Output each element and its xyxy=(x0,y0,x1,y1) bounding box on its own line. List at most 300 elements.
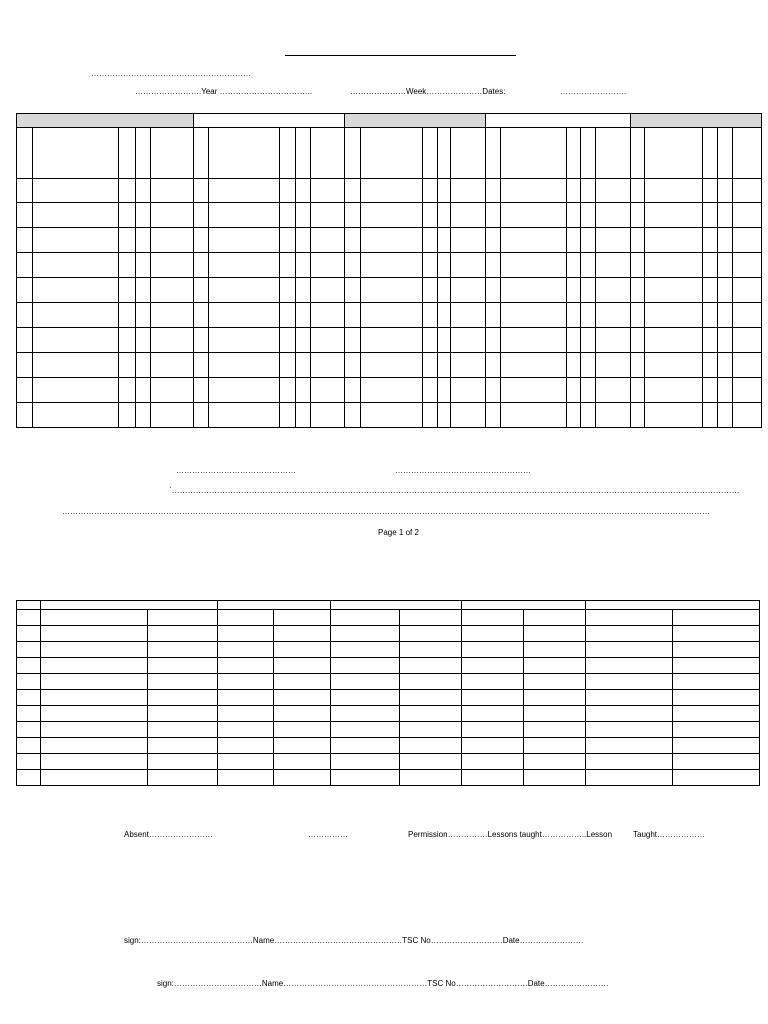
table-cell xyxy=(596,303,631,328)
table-cell xyxy=(17,754,41,770)
table-cell xyxy=(523,722,586,738)
table-row xyxy=(17,179,762,203)
table-cell xyxy=(673,754,760,770)
table-cell xyxy=(450,278,485,303)
table-cell xyxy=(567,253,581,278)
table-cell xyxy=(217,738,274,754)
page-number: Page 1 of 2 xyxy=(378,528,419,537)
table-cell xyxy=(345,179,361,203)
table-cell xyxy=(17,738,41,754)
table-cell xyxy=(631,353,645,378)
table-cell xyxy=(500,353,566,378)
table-cell xyxy=(586,658,673,674)
table-row xyxy=(17,328,762,353)
table-cell xyxy=(279,303,295,328)
table-cell xyxy=(437,378,450,403)
table-cell xyxy=(119,203,136,228)
table-cell xyxy=(732,228,761,253)
table-cell xyxy=(208,303,279,328)
table-row xyxy=(17,754,760,770)
table-cell xyxy=(596,353,631,378)
table-cell xyxy=(311,328,345,353)
table-cell xyxy=(437,328,450,353)
table-cell xyxy=(631,179,645,203)
table-cell xyxy=(208,253,279,278)
table-cell xyxy=(17,690,41,706)
table-cell xyxy=(41,722,148,738)
table-cell xyxy=(523,658,586,674)
table-cell xyxy=(645,328,702,353)
table-cell xyxy=(567,328,581,353)
table-cell xyxy=(208,403,279,428)
table-cell xyxy=(208,378,279,403)
table-cell xyxy=(274,754,331,770)
table-cell xyxy=(279,378,295,403)
table-cell xyxy=(311,278,345,303)
remarks-line-2: ……………………………………………………………………………………………………………………………………………………………………………………………………………………… xyxy=(62,507,710,516)
table-cell xyxy=(631,228,645,253)
table-cell xyxy=(500,378,566,403)
table-cell xyxy=(581,403,596,428)
table-cell xyxy=(148,626,218,642)
table-header-row xyxy=(17,114,762,128)
column-header-row xyxy=(17,128,762,179)
table-cell xyxy=(148,610,218,626)
table-cell xyxy=(151,253,193,278)
table-cell xyxy=(217,722,274,738)
table-cell xyxy=(17,722,41,738)
table-cell xyxy=(279,278,295,303)
table-cell xyxy=(450,403,485,428)
table-cell xyxy=(717,179,732,203)
table-cell xyxy=(33,278,119,303)
table-cell xyxy=(193,253,208,278)
table-cell xyxy=(311,253,345,278)
table-cell xyxy=(702,328,717,353)
table-cell xyxy=(119,353,136,378)
table-cell xyxy=(136,203,151,228)
summary-header-row xyxy=(17,601,760,610)
table-cell xyxy=(330,722,399,738)
signature-line-b: …………………………………………… xyxy=(395,466,531,475)
table-cell xyxy=(702,403,717,428)
table-cell xyxy=(208,353,279,378)
table-cell xyxy=(596,278,631,303)
table-cell xyxy=(148,738,218,754)
table-cell xyxy=(437,253,450,278)
table-cell xyxy=(399,658,462,674)
table-cell xyxy=(523,626,586,642)
table-cell xyxy=(399,610,462,626)
table-cell xyxy=(586,706,673,722)
table-cell xyxy=(136,378,151,403)
table-cell xyxy=(33,403,119,428)
table-cell xyxy=(500,179,566,203)
table-cell xyxy=(596,179,631,203)
table-cell xyxy=(399,626,462,642)
table-cell xyxy=(136,403,151,428)
table-cell xyxy=(361,253,423,278)
table-cell xyxy=(645,228,702,253)
day-header-cell xyxy=(193,114,345,128)
dates-value-line: ……………………. xyxy=(560,87,627,96)
table-cell xyxy=(462,770,524,786)
table-cell xyxy=(581,303,596,328)
table-cell xyxy=(423,328,437,353)
table-cell xyxy=(485,278,500,303)
table-cell xyxy=(279,203,295,228)
table-cell xyxy=(274,674,331,690)
table-cell xyxy=(361,378,423,403)
table-cell xyxy=(423,203,437,228)
table-cell xyxy=(17,770,41,786)
table-cell xyxy=(148,754,218,770)
table-cell xyxy=(645,403,702,428)
table-cell xyxy=(462,722,524,738)
table-cell xyxy=(631,328,645,353)
table-cell xyxy=(673,706,760,722)
table-cell xyxy=(33,378,119,403)
table-cell xyxy=(596,203,631,228)
table-cell xyxy=(567,228,581,253)
table-cell xyxy=(523,610,586,626)
table-cell xyxy=(119,228,136,253)
table-cell xyxy=(274,658,331,674)
table-cell xyxy=(596,378,631,403)
table-cell xyxy=(41,674,148,690)
table-cell xyxy=(450,303,485,328)
table-cell xyxy=(295,353,310,378)
table-cell xyxy=(732,303,761,328)
table-row xyxy=(17,253,762,278)
signature-row-2: sign:……………………………Name………………………………………………TSC No………………………Date…………………… xyxy=(157,979,609,988)
table-cell xyxy=(567,179,581,203)
table-cell xyxy=(631,378,645,403)
table-cell xyxy=(136,253,151,278)
table-cell xyxy=(119,179,136,203)
table-cell xyxy=(41,738,148,754)
table-row xyxy=(17,228,762,253)
table-cell xyxy=(462,690,524,706)
table-cell xyxy=(295,179,310,203)
table-cell xyxy=(330,674,399,690)
table-cell xyxy=(567,353,581,378)
table-cell xyxy=(450,328,485,353)
table-cell xyxy=(631,303,645,328)
table-row xyxy=(17,403,762,428)
table-cell xyxy=(17,303,33,328)
table-cell xyxy=(423,228,437,253)
table-cell xyxy=(217,658,274,674)
table-row xyxy=(17,658,760,674)
table-cell xyxy=(732,353,761,378)
table-cell xyxy=(673,610,760,626)
table-cell xyxy=(523,674,586,690)
table-cell xyxy=(462,610,524,626)
table-cell xyxy=(581,253,596,278)
table-cell xyxy=(41,626,148,642)
weekly-register-table xyxy=(16,113,762,428)
table-cell xyxy=(462,658,524,674)
table-cell xyxy=(151,203,193,228)
table-cell xyxy=(581,328,596,353)
table-cell xyxy=(361,278,423,303)
table-cell xyxy=(567,378,581,403)
table-cell xyxy=(361,353,423,378)
table-cell xyxy=(485,253,500,278)
table-cell xyxy=(274,690,331,706)
table-row xyxy=(17,642,760,658)
table-cell xyxy=(581,179,596,203)
table-cell xyxy=(581,353,596,378)
table-cell xyxy=(462,754,524,770)
table-cell xyxy=(295,253,310,278)
table-cell xyxy=(311,228,345,253)
table-cell xyxy=(330,770,399,786)
table-cell xyxy=(361,179,423,203)
table-cell xyxy=(437,228,450,253)
table-cell xyxy=(399,722,462,738)
table-cell xyxy=(208,278,279,303)
table-row xyxy=(17,610,760,626)
table-cell xyxy=(437,403,450,428)
table-cell xyxy=(217,610,274,626)
table-cell xyxy=(295,278,310,303)
table-cell xyxy=(673,722,760,738)
table-cell xyxy=(485,303,500,328)
table-cell xyxy=(437,278,450,303)
table-cell xyxy=(361,403,423,428)
table-cell xyxy=(33,179,119,203)
table-cell xyxy=(702,378,717,403)
table-cell xyxy=(450,179,485,203)
table-cell xyxy=(732,328,761,353)
table-cell xyxy=(274,626,331,642)
table-cell xyxy=(596,253,631,278)
table-cell xyxy=(17,674,41,690)
table-cell xyxy=(136,303,151,328)
table-cell xyxy=(717,403,732,428)
table-cell xyxy=(523,754,586,770)
table-cell xyxy=(437,203,450,228)
table-cell xyxy=(702,303,717,328)
table-cell xyxy=(399,754,462,770)
table-cell xyxy=(217,690,274,706)
table-cell xyxy=(295,403,310,428)
table-cell xyxy=(151,378,193,403)
table-cell xyxy=(17,626,41,642)
table-cell xyxy=(279,179,295,203)
table-cell xyxy=(330,738,399,754)
table-cell xyxy=(345,253,361,278)
table-cell xyxy=(295,228,310,253)
table-cell xyxy=(136,328,151,353)
table-cell xyxy=(399,738,462,754)
table-cell xyxy=(193,403,208,428)
table-cell xyxy=(151,179,193,203)
table-cell xyxy=(631,203,645,228)
table-cell xyxy=(717,378,732,403)
table-cell xyxy=(345,328,361,353)
table-cell xyxy=(17,378,33,403)
table-cell xyxy=(136,278,151,303)
table-cell xyxy=(279,403,295,428)
table-row xyxy=(17,770,760,786)
table-cell xyxy=(702,228,717,253)
table-cell xyxy=(148,642,218,658)
table-cell xyxy=(437,179,450,203)
table-cell xyxy=(119,328,136,353)
permission-lessons-field: Permission……………Lessons taught……………..Lesson xyxy=(408,830,613,839)
table-row xyxy=(17,722,760,738)
signature-row-1: sign:……………………………………Name…………………………………………TSC No………………………Date…………………… xyxy=(124,936,584,945)
table-cell xyxy=(217,754,274,770)
table-cell xyxy=(732,378,761,403)
taught-field: Taught……………… xyxy=(633,830,706,839)
table-cell xyxy=(732,203,761,228)
table-cell xyxy=(148,674,218,690)
table-cell xyxy=(208,179,279,203)
table-cell xyxy=(631,403,645,428)
table-cell xyxy=(193,203,208,228)
table-cell xyxy=(462,674,524,690)
table-cell xyxy=(17,706,41,722)
table-cell xyxy=(437,303,450,328)
table-cell xyxy=(485,203,500,228)
table-cell xyxy=(41,642,148,658)
table-cell xyxy=(485,353,500,378)
table-cell xyxy=(217,706,274,722)
table-cell xyxy=(311,403,345,428)
table-cell xyxy=(208,228,279,253)
table-cell xyxy=(631,253,645,278)
table-cell xyxy=(423,303,437,328)
table-cell xyxy=(41,690,148,706)
table-cell xyxy=(437,353,450,378)
table-cell xyxy=(17,328,33,353)
table-cell xyxy=(450,378,485,403)
table-cell xyxy=(330,610,399,626)
table-cell xyxy=(274,642,331,658)
table-cell xyxy=(136,353,151,378)
table-cell xyxy=(399,770,462,786)
table-cell xyxy=(645,378,702,403)
table-cell xyxy=(279,353,295,378)
table-cell xyxy=(151,303,193,328)
table-cell xyxy=(500,328,566,353)
table-cell xyxy=(586,770,673,786)
table-cell xyxy=(17,403,33,428)
table-cell xyxy=(450,228,485,253)
table-cell xyxy=(274,610,331,626)
table-cell xyxy=(279,253,295,278)
table-cell xyxy=(645,253,702,278)
table-cell xyxy=(462,706,524,722)
table-cell xyxy=(450,353,485,378)
table-cell xyxy=(500,203,566,228)
table-cell xyxy=(33,253,119,278)
table-cell xyxy=(330,706,399,722)
table-cell xyxy=(17,610,41,626)
table-cell xyxy=(673,770,760,786)
week-dates-line: …………………Week…………………Dates: xyxy=(350,87,506,96)
table-cell xyxy=(717,328,732,353)
table-cell xyxy=(673,642,760,658)
table-cell xyxy=(330,658,399,674)
table-cell xyxy=(151,278,193,303)
table-cell xyxy=(311,378,345,403)
table-cell xyxy=(717,228,732,253)
table-cell xyxy=(645,179,702,203)
signature-line-a: ……………………………………… xyxy=(176,466,296,475)
table-cell xyxy=(399,690,462,706)
table-cell xyxy=(523,738,586,754)
table-row xyxy=(17,626,760,642)
day-header-cell xyxy=(485,114,631,128)
table-cell xyxy=(596,328,631,353)
table-cell xyxy=(119,278,136,303)
table-cell xyxy=(330,642,399,658)
table-cell xyxy=(136,179,151,203)
table-cell xyxy=(567,278,581,303)
table-cell xyxy=(217,642,274,658)
table-cell xyxy=(732,179,761,203)
table-cell xyxy=(423,378,437,403)
table-cell xyxy=(17,203,33,228)
table-cell xyxy=(500,403,566,428)
table-cell xyxy=(462,642,524,658)
table-cell xyxy=(500,253,566,278)
table-cell xyxy=(586,738,673,754)
table-cell xyxy=(330,626,399,642)
table-cell xyxy=(673,690,760,706)
table-cell xyxy=(717,278,732,303)
table-cell xyxy=(423,179,437,203)
table-cell xyxy=(311,179,345,203)
blank-field: …………… xyxy=(308,830,348,839)
table-cell xyxy=(673,626,760,642)
table-cell xyxy=(41,770,148,786)
table-row xyxy=(17,738,760,754)
table-cell xyxy=(423,353,437,378)
table-cell xyxy=(345,278,361,303)
table-cell xyxy=(119,403,136,428)
table-cell xyxy=(274,722,331,738)
table-cell xyxy=(33,353,119,378)
table-cell xyxy=(193,378,208,403)
table-cell xyxy=(217,626,274,642)
table-cell xyxy=(148,722,218,738)
table-cell xyxy=(119,303,136,328)
table-cell xyxy=(193,353,208,378)
table-cell xyxy=(586,722,673,738)
table-cell xyxy=(148,770,218,786)
table-cell xyxy=(586,754,673,770)
table-cell xyxy=(717,353,732,378)
table-cell xyxy=(274,770,331,786)
table-cell xyxy=(500,278,566,303)
table-cell xyxy=(645,278,702,303)
table-cell xyxy=(631,278,645,303)
table-cell xyxy=(193,303,208,328)
table-cell xyxy=(41,610,148,626)
table-cell xyxy=(148,658,218,674)
table-cell xyxy=(581,228,596,253)
table-cell xyxy=(586,674,673,690)
table-cell xyxy=(586,610,673,626)
table-cell xyxy=(17,353,33,378)
table-cell xyxy=(732,278,761,303)
